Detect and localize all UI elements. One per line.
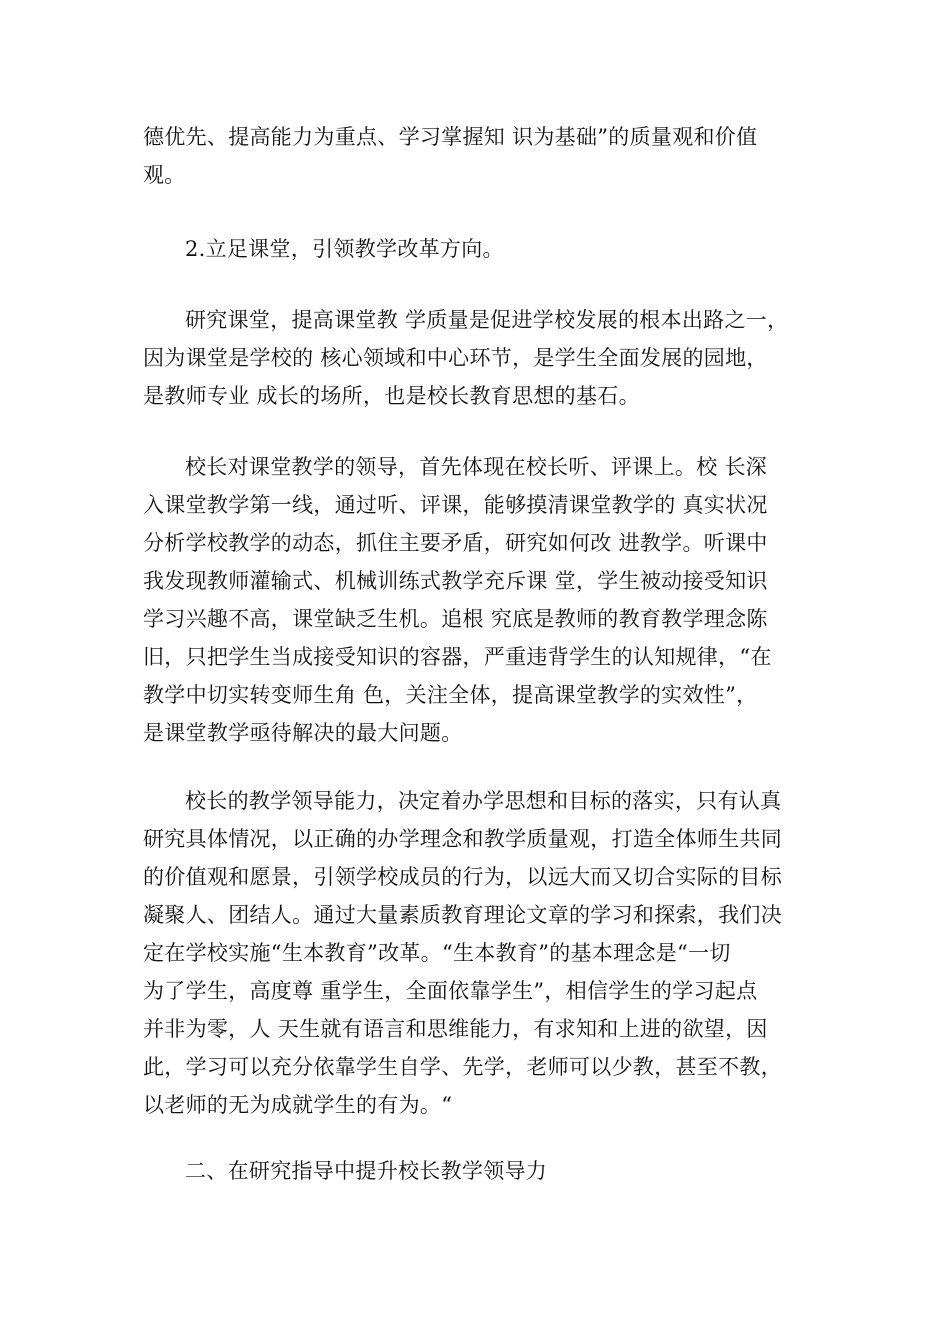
text-line: 二、在研究指导中提升校长教学领导力 (185, 1159, 548, 1183)
text-line: 我发现教师灌输式、机械训练式教学充斥课 堂，学生被动接受知识 (143, 569, 768, 593)
text-line: 旧，只把学生当成接受知识的容器，严重违背学生的认知规律，“在 (143, 645, 772, 669)
text-line: 入课堂教学第一线，通过听、评课，能够摸清课堂教学的 真实状况 (143, 493, 768, 517)
text-line: 是课堂教学亟待解决的最大问题。 (143, 721, 463, 745)
text-line: 研究课堂，提高课堂教 学质量是促进学校发展的根本出路之一， (185, 308, 789, 332)
text-line: 是教师专业 成长的场所，也是校长教育思想的基石。 (143, 384, 640, 408)
text-line: 凝聚人、团结人。通过大量素质教育理论文章的学习和探索，我们决 (143, 903, 782, 927)
text-line: 教学中切实转变师生角 色，关注全体，提高课堂教学的实效性”， (143, 683, 758, 707)
paragraph-lesson-evaluation (143, 448, 823, 752)
text-line: 定在学校实施“生本教育”改革。“生本教育”的基本理念是“一切 (143, 941, 731, 965)
text-line: 学习兴趣不高，课堂缺乏生机。追根 究底是教师的教育教学理念陈 (143, 607, 768, 631)
section-heading-research-guidance (143, 1152, 823, 1190)
text-line: 为了学生，高度尊 重学生，全面依靠学生”，相信学生的学习起点 (143, 979, 758, 1003)
text-line: 德优先、提高能力为重点、学习掌握知 识为基础”的质量观和价值 (143, 125, 758, 149)
text-line: 此，学习可以充分依靠学生自学、先学，老师可以少教，甚至不教， (143, 1055, 782, 1079)
text-line: 观。 (143, 163, 186, 187)
text-line: 分析学校教学的动态，抓住主要矛盾，研究如何改 进教学。听课中 (143, 531, 768, 555)
text-line: 的价值观和愿景，引领学校成员的行为，以远大而又切合实际的目标 (143, 865, 782, 889)
paragraph-continuation (143, 118, 823, 194)
paragraph-classroom-research (143, 301, 823, 415)
text-line: 以老师的无为成就学生的有为。“ (143, 1093, 453, 1117)
text-line: 因为课堂是学校的 核心领域和中心环节，是学生全面发展的园地， (143, 346, 768, 370)
text-line: 2.立足课堂，引领教学改革方向。 (185, 237, 504, 261)
text-line: 研究具体情况，以正确的办学理念和教学质量观，打造全体师生共同 (143, 827, 782, 851)
text-line: 校长对课堂教学的领导，首先体现在校长听、评课上。校 长深 (185, 455, 768, 479)
paragraph-leadership-reform (143, 782, 823, 1124)
text-line: 并非为零，人 天生就有语言和思维能力，有求知和上进的欲望，因 (143, 1017, 768, 1041)
text-line: 校长的教学领导能力，决定着办学思想和目标的落实，只有认真 (185, 789, 782, 813)
section-heading-classroom (143, 230, 823, 268)
